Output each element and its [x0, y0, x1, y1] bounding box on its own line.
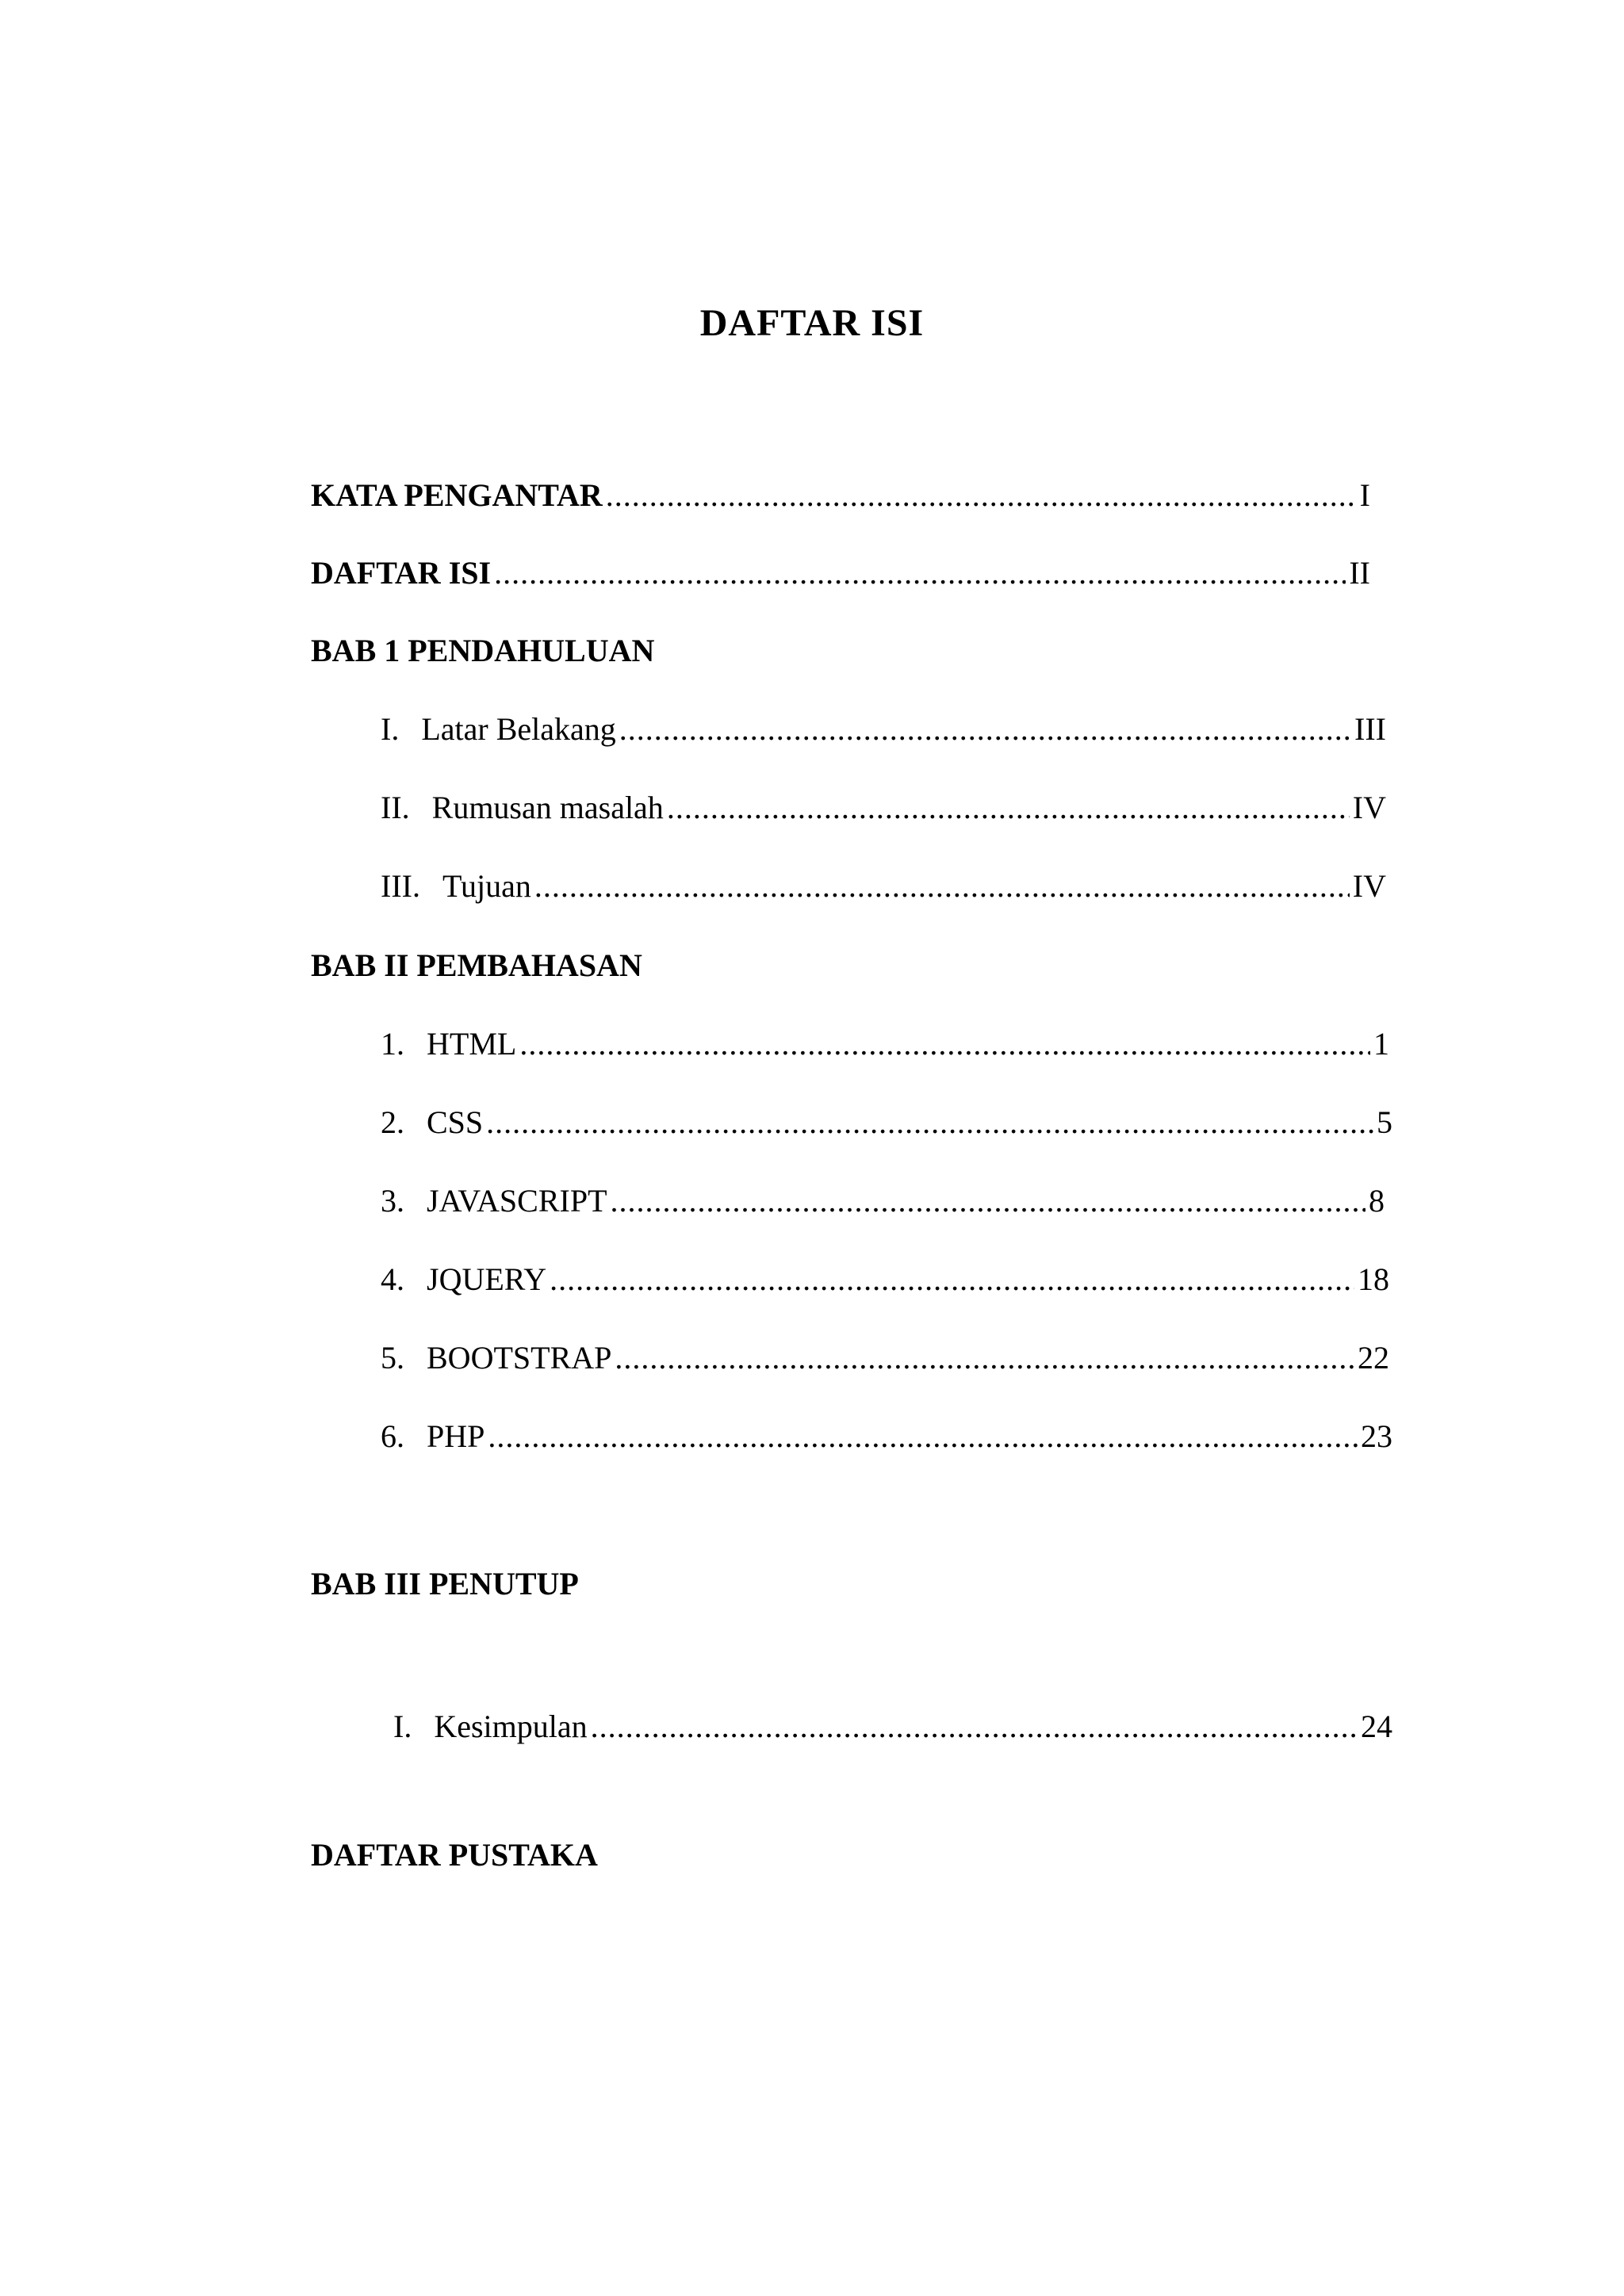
- leader-dots: [591, 1707, 1358, 1747]
- toc-entry-page: 5: [1377, 1104, 1392, 1140]
- toc-entry-number: III.: [381, 868, 420, 904]
- toc-entry-number: 3.: [381, 1183, 404, 1219]
- toc-entry-number: 4.: [381, 1261, 404, 1297]
- toc-entry-php[interactable]: [381, 1417, 1392, 1456]
- leader-dots: [488, 1417, 1358, 1456]
- leader-dots: [615, 1338, 1354, 1378]
- toc-entry-page: 1: [1373, 1026, 1389, 1062]
- toc-entry-page: 24: [1361, 1709, 1392, 1744]
- page-title: DAFTAR ISI: [699, 302, 925, 344]
- toc-entry-page: 22: [1358, 1340, 1389, 1376]
- toc-entry-daftar-isi[interactable]: [311, 553, 1370, 593]
- toc-entry-number: II.: [381, 790, 410, 825]
- toc-entry-page: 23: [1361, 1418, 1392, 1454]
- toc-entry-number: I.: [393, 1709, 412, 1744]
- toc-entry-label: KATA PENGANTAR: [311, 477, 603, 513]
- toc-entry-jquery[interactable]: [381, 1260, 1389, 1299]
- toc-entry-rumusan-masalah[interactable]: [381, 788, 1386, 828]
- leader-dots: [519, 1024, 1370, 1064]
- leader-dots: [486, 1103, 1373, 1142]
- toc-entry-label: Rumusan masalah: [431, 790, 664, 825]
- leader-dots: [611, 1181, 1365, 1221]
- leader-dots: [667, 788, 1350, 828]
- toc-entry-page: 8: [1369, 1183, 1385, 1219]
- toc-entry-label: Kesimpulan: [434, 1709, 588, 1744]
- section-heading-bab1[interactable]: BAB 1 PENDAHULUAN: [311, 633, 655, 668]
- toc-entry-number: 2.: [381, 1104, 404, 1140]
- toc-entry-page: II: [1349, 555, 1370, 591]
- toc-entry-html[interactable]: [381, 1024, 1389, 1064]
- toc-entry-label: PHP: [427, 1418, 485, 1454]
- toc-entry-page: IV: [1352, 790, 1386, 825]
- toc-entry-label: BOOTSTRAP: [427, 1340, 612, 1376]
- toc-entry-latar-belakang[interactable]: [381, 710, 1386, 749]
- toc-entry-javascript[interactable]: [381, 1181, 1385, 1221]
- toc-entry-number: 5.: [381, 1340, 404, 1376]
- section-heading-bab3[interactable]: BAB III PENUTUP: [311, 1566, 579, 1601]
- toc-entry-kesimpulan[interactable]: [381, 1707, 1392, 1747]
- toc-entry-page: 18: [1358, 1261, 1389, 1297]
- toc-entry-bootstrap[interactable]: [381, 1338, 1389, 1378]
- toc-entry-page: I: [1359, 477, 1370, 513]
- toc-entry-label: JAVASCRIPT: [427, 1183, 607, 1219]
- toc-entry-css[interactable]: [381, 1103, 1392, 1142]
- toc-entry-label: Latar Belakang: [421, 711, 616, 747]
- toc-entry-number: I.: [381, 711, 400, 747]
- toc-entry-tujuan[interactable]: [381, 867, 1386, 906]
- toc-entry-number: 1.: [381, 1026, 404, 1062]
- leader-dots: [550, 1260, 1354, 1299]
- leader-dots: [619, 710, 1351, 749]
- section-heading-daftar-pustaka[interactable]: DAFTAR PUSTAKA: [311, 1837, 598, 1873]
- toc-entry-label: DAFTAR ISI: [311, 555, 492, 591]
- toc-entry-label: HTML: [427, 1026, 517, 1062]
- toc-entry-label: JQUERY: [427, 1261, 547, 1297]
- toc-entry-kata-pengantar[interactable]: [311, 476, 1370, 515]
- leader-dots: [534, 867, 1350, 906]
- toc-entry-label: Tujuan: [442, 868, 531, 904]
- section-heading-bab2[interactable]: BAB II PEMBAHASAN: [311, 947, 642, 983]
- toc-entry-page: III: [1354, 711, 1386, 747]
- toc-entry-label: CSS: [427, 1104, 484, 1140]
- leader-dots: [494, 553, 1346, 593]
- toc-entry-page: IV: [1352, 868, 1386, 904]
- toc-entry-number: 6.: [381, 1418, 404, 1454]
- leader-dots: [606, 476, 1357, 515]
